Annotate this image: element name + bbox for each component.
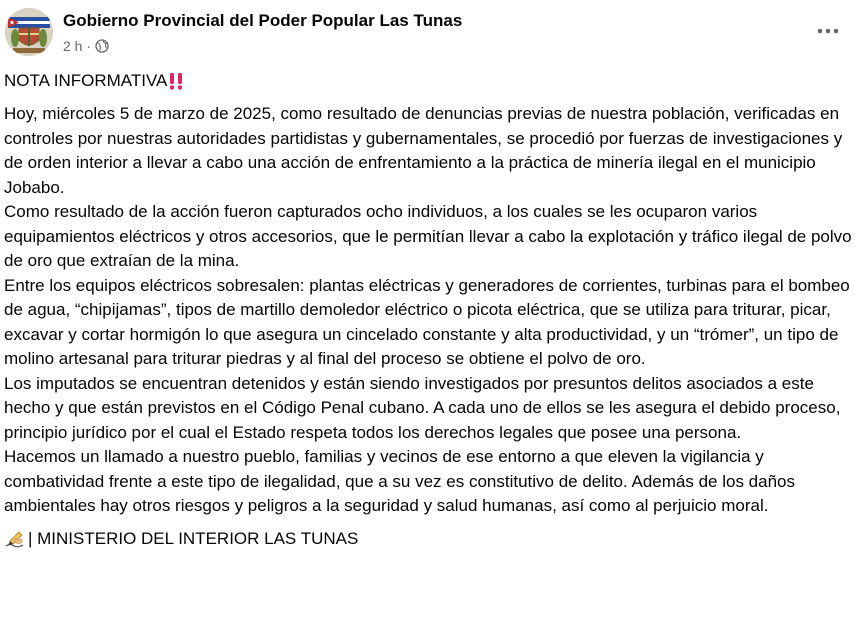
writing-hand-icon	[4, 529, 26, 549]
page-name-link[interactable]: Gobierno Provincial del Poder Popular Las Tunas	[63, 11, 463, 30]
meta-separator: ·	[86, 38, 92, 54]
post-signature: | MINISTERIO DEL INTERIOR LAS TUNAS	[28, 528, 359, 548]
post-meta	[63, 38, 109, 54]
post-header	[0, 0, 855, 62]
page-avatar[interactable]	[5, 8, 53, 56]
post-content	[4, 68, 852, 551]
coat-of-arms-icon	[5, 8, 53, 56]
double-exclamation-icon	[168, 71, 184, 91]
post-title: NOTA INFORMATIVA	[4, 70, 168, 90]
post-body: Hoy, miércoles 5 de marzo de 2025, como resultado de denuncias previas de nuestra población, verificadas en controles por nuestras autoridades partidistas y gubernamentales, se procedió por fuerzas de investigaciones y de orden interior a llevar a cabo una acción de enfrentamiento a la práctica de minería ilegal en el municipio Jobabo. Como resultado de la acción fueron capturados ocho individuos, a los cuales se les ocuparon varios equipamientos eléctricos y otros accesorios, que le permitían llevar a cabo la explotación y tráfico ilegal de polvo de oro que extraían de la mina. Entre los equipos eléctricos sobresalen: plantas eléctricas y generadores de corrientes, turbinas para el bombeo de agua, “chipijamas”, tipos de martillo demoledor eléctrico o picota eléctrica, que se utiliza para triturar, picar, excavar y cortar hormigón lo que asegura un cincelado constante y alta productividad, y un “trómer”, un tipo de molino artesanal para triturar piedras y al final del proceso se obtiene el polvo de oro. Los imputados se encuentran detenidos y están siendo investigados por presuntos delitos asociados a este hecho y que están previstos en el Código Penal cubano. A cada uno de ellos se les asegura el debido proceso, principio jurídico por el cual el Estado respeta todos los derechos legales que posee una persona. Hacemos un llamado a nuestro pueblo, familias y vecinos de ese entorno a que eleven la vigilancia y combatividad frente a este tipo de ilegalidad, que a su vez es constitutivo de delito. Además de los daños ambientales hay otros riesgos y peligros a la seguridad y salud humanas, así como al perjuicio moral.	[4, 104, 852, 515]
post-title-line	[4, 68, 852, 94]
post-signature-line	[4, 527, 852, 552]
post-timestamp[interactable]: 2 h	[63, 38, 83, 54]
globe-icon[interactable]	[95, 39, 109, 53]
more-options-icon	[817, 28, 839, 34]
more-options-button[interactable]	[815, 20, 841, 42]
